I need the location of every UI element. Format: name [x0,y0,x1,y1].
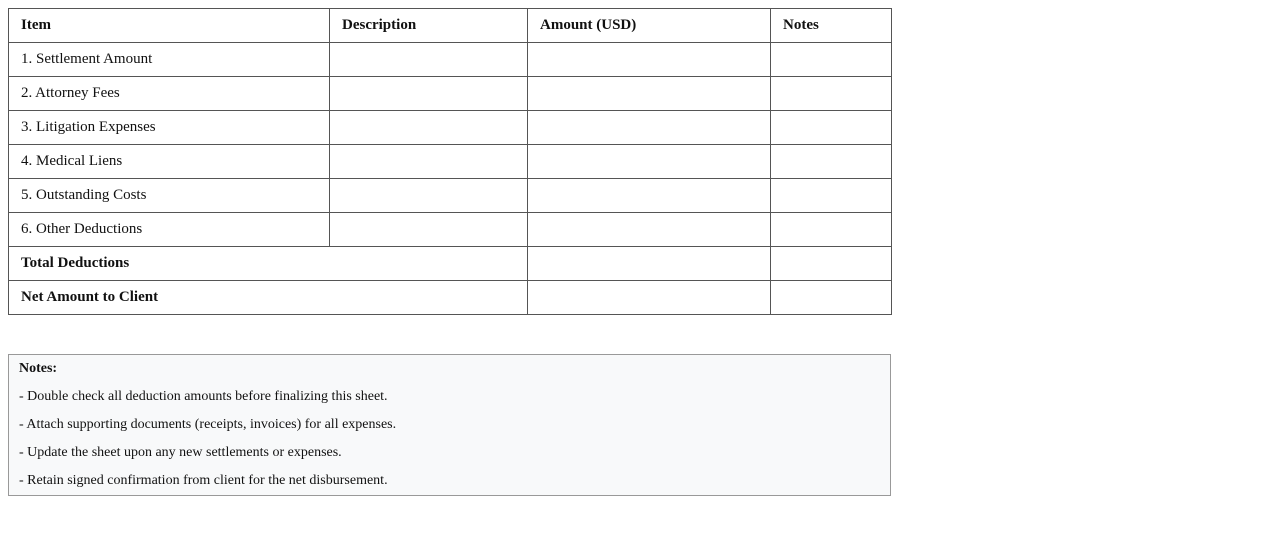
notes-title: Notes: [19,361,58,376]
disbursement-table [8,8,892,315]
net-amount-row [9,281,892,315]
item-cell: 1. Settlement Amount [9,43,330,77]
amount-cell[interactable] [528,213,771,247]
total-deductions-label: Total Deductions [9,247,528,281]
description-cell[interactable] [330,77,528,111]
net-amount-notes[interactable] [771,281,892,315]
description-cell[interactable] [330,43,528,77]
item-cell: 2. Attorney Fees [9,77,330,111]
amount-cell[interactable] [528,43,771,77]
table-row [9,111,892,145]
description-cell[interactable] [330,213,528,247]
notes-cell[interactable] [771,213,892,247]
note-line: - Retain signed confirmation from client for the net disbursement. [19,473,388,488]
table-header-row [9,9,892,43]
header-item: Item [9,9,330,43]
notes-cell[interactable] [771,77,892,111]
notes-cell[interactable] [771,111,892,145]
item-cell: 3. Litigation Expenses [9,111,330,145]
notes-cell[interactable] [771,179,892,213]
description-cell[interactable] [330,111,528,145]
table-row [9,179,892,213]
notes-cell[interactable] [771,43,892,77]
note-line: - Attach supporting documents (receipts, invoices) for all expenses. [19,417,397,432]
item-cell: 4. Medical Liens [9,145,330,179]
amount-cell[interactable] [528,111,771,145]
note-line: - Update the sheet upon any new settlements or expenses. [19,445,342,460]
header-description: Description [330,9,528,43]
notes-cell[interactable] [771,145,892,179]
total-deductions-amount[interactable] [528,247,771,281]
table-row [9,43,892,77]
description-cell[interactable] [330,145,528,179]
table-row [9,77,892,111]
notes-box [8,354,891,496]
note-line: - Double check all deduction amounts before finalizing this sheet. [19,389,388,404]
total-deductions-row [9,247,892,281]
table-row [9,145,892,179]
net-amount-value[interactable] [528,281,771,315]
header-amount: Amount (USD) [528,9,771,43]
header-notes: Notes [771,9,892,43]
total-deductions-notes[interactable] [771,247,892,281]
amount-cell[interactable] [528,145,771,179]
item-cell: 5. Outstanding Costs [9,179,330,213]
table-row [9,213,892,247]
item-cell: 6. Other Deductions [9,213,330,247]
net-amount-label: Net Amount to Client [9,281,528,315]
amount-cell[interactable] [528,179,771,213]
amount-cell[interactable] [528,77,771,111]
description-cell[interactable] [330,179,528,213]
